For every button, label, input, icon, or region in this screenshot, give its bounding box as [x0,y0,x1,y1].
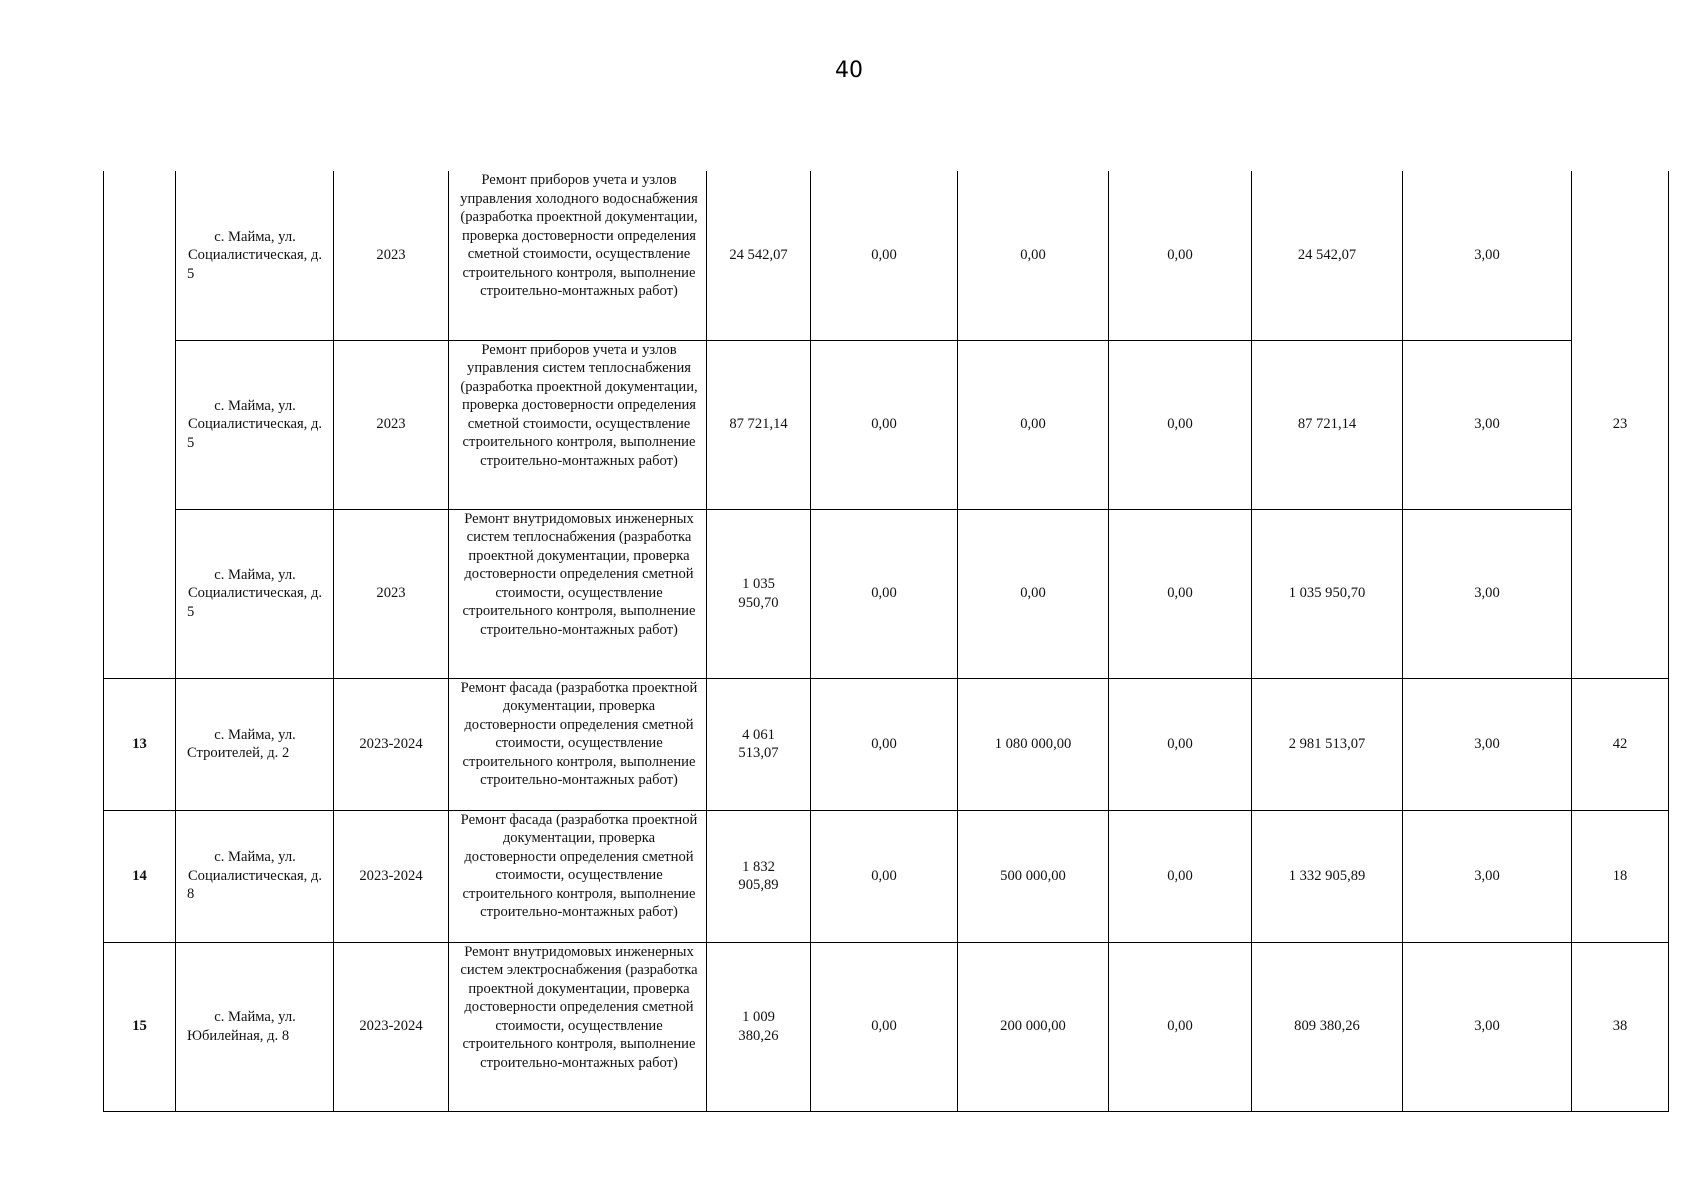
address-cell [176,942,334,1111]
table-row [104,340,1669,509]
amount-cell-5: 3,00 [1403,942,1572,1111]
page-number: 40 [835,58,863,83]
amount-cell-2: 0,00 [958,171,1109,340]
total-cost-text: 1 009 380,26 [738,1009,779,1044]
last-column-cell: 38 [1572,942,1669,1111]
address-cell [176,171,334,340]
amount-cell-5: 3,00 [1403,678,1572,810]
amount-cell-1: 0,00 [811,509,958,678]
amount-cell-5: 3,00 [1403,340,1572,509]
address-text: с. Майма, ул. Юбилейная, д. 8 [187,1009,296,1044]
table-row [104,810,1669,942]
address-cell [176,810,334,942]
table-row [104,678,1669,810]
row-number-cell: 14 [104,810,176,942]
amount-cell-2: 0,00 [958,509,1109,678]
period-cell: 2023 [334,340,449,509]
work-description-text: Ремонт приборов учета и узлов управления систем теплоснабжения (разработка проектной документации, проверка достоверности определения сметной стоимости, осуществление строительного контроля, выполнение строительно-монтажных работ) [460,341,698,469]
amount-cell-4: 2 981 513,07 [1252,678,1403,810]
table-row [104,171,1669,340]
amount-cell-3: 0,00 [1109,340,1252,509]
address-cell [176,509,334,678]
amount-cell-1: 0,00 [811,678,958,810]
amount-cell-5: 3,00 [1403,509,1572,678]
amount-cell-3: 0,00 [1109,171,1252,340]
total-cost-cell [707,810,811,942]
amount-cell-4: 1 035 950,70 [1252,509,1403,678]
amount-cell-2: 1 080 000,00 [958,678,1109,810]
row-number-cell: 15 [104,942,176,1111]
total-cost-text: 1 035 950,70 [738,576,779,611]
work-description-text: Ремонт внутридомовых инженерных систем электроснабжения (разработка проектной документации, проверка достоверности определения сметной стоимости, осуществление строительного контроля, выполнение строительно-монтажных работ) [460,943,698,1071]
amount-cell-1: 0,00 [811,810,958,942]
row-number-cell [104,171,176,678]
work-description-cell [449,340,707,509]
total-cost-cell: 24 542,07 [707,171,811,340]
work-description-text: Ремонт фасада (разработка проектной документации, проверка достоверности определения сметной стоимости, осуществление строительного контроля, выполнение строительно-монтажных работ) [460,679,698,788]
total-cost-text: 4 061 513,07 [738,726,779,761]
address-cell [176,678,334,810]
table-row [104,942,1669,1111]
amount-cell-5: 3,00 [1403,810,1572,942]
work-description-cell [449,942,707,1111]
period-cell: 2023 [334,509,449,678]
amount-cell-4: 809 380,26 [1252,942,1403,1111]
amount-cell-5: 3,00 [1403,171,1572,340]
last-column-cell: 23 [1572,171,1669,678]
address-text: с. Майма, ул. Социалистическая, д. 8 [187,849,323,903]
amount-cell-1: 0,00 [811,171,958,340]
address-text: с. Майма, ул. Социалистическая, д. 5 [187,397,323,451]
amount-cell-3: 0,00 [1109,942,1252,1111]
amount-cell-2: 200 000,00 [958,942,1109,1111]
work-description-cell [449,509,707,678]
work-description-cell [449,171,707,340]
amount-cell-4: 87 721,14 [1252,340,1403,509]
total-cost-cell [707,942,811,1111]
amount-cell-1: 0,00 [811,340,958,509]
amount-cell-3: 0,00 [1109,810,1252,942]
amount-cell-2: 0,00 [958,340,1109,509]
last-column-cell: 18 [1572,810,1669,942]
work-description-text: Ремонт внутридомовых инженерных систем теплоснабжения (разработка проектной документации, проверка достоверности определения сметной стоимости, осуществление строительного контроля, выполнение строительно-монтажных работ) [462,510,696,638]
row-number-cell: 13 [104,678,176,810]
address-text: с. Майма, ул. Строителей, д. 2 [187,726,296,761]
total-cost-cell [707,678,811,810]
work-description-text: Ремонт фасада (разработка проектной документации, проверка достоверности определения сметной стоимости, осуществление строительного контроля, выполнение строительно-монтажных работ) [460,811,698,920]
period-cell: 2023-2024 [334,810,449,942]
period-cell: 2023-2024 [334,678,449,810]
period-cell: 2023-2024 [334,942,449,1111]
work-description-cell [449,678,707,810]
amount-cell-3: 0,00 [1109,509,1252,678]
work-description-text: Ремонт приборов учета и узлов управления холодного водоснабжения (разработка проектной документации, проверка достоверности определения сметной стоимости, осуществление строительного контроля, выполнение строительно-монтажных работ) [460,172,698,299]
amount-cell-3: 0,00 [1109,678,1252,810]
address-text: с. Майма, ул. Социалистическая, д. 5 [187,228,323,282]
work-description-cell [449,810,707,942]
repair-works-table [103,171,1669,1112]
amount-cell-4: 1 332 905,89 [1252,810,1403,942]
address-text: с. Майма, ул. Социалистическая, д. 5 [187,566,323,620]
last-column-cell: 42 [1572,678,1669,810]
amount-cell-4: 24 542,07 [1252,171,1403,340]
amount-cell-2: 500 000,00 [958,810,1109,942]
total-cost-cell [707,509,811,678]
total-cost-text: 1 832 905,89 [738,858,779,893]
period-cell: 2023 [334,171,449,340]
address-cell [176,340,334,509]
table-row [104,509,1669,678]
total-cost-cell: 87 721,14 [707,340,811,509]
amount-cell-1: 0,00 [811,942,958,1111]
